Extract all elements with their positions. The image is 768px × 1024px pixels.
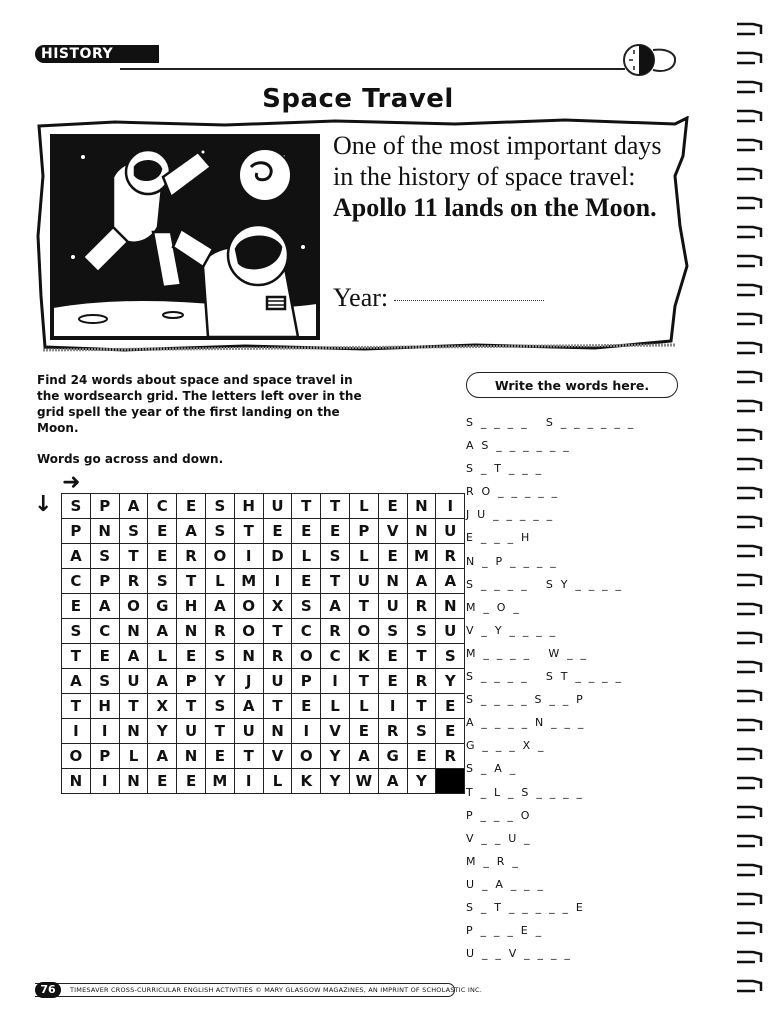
grid-cell[interactable]: K [292,769,321,794]
grid-cell[interactable]: R [119,569,148,594]
grid-cell[interactable]: A [177,519,206,544]
grid-cell[interactable]: O [349,619,378,644]
astronaut-illustration [50,134,320,340]
grid-cell[interactable]: N [407,494,436,519]
grid-cell[interactable]: A [148,744,177,769]
grid-cell[interactable]: I [292,719,321,744]
spiral-ring [737,517,761,527]
spiral-ring [737,807,761,817]
grid-row [62,569,465,594]
grid-cell[interactable]: T [177,694,206,719]
grid-cell[interactable]: E [436,719,465,744]
grid-cell[interactable]: H [234,494,263,519]
spiral-ring [737,923,761,933]
answer-line[interactable]: S _ _ _ _ S Y _ _ _ _ [466,577,624,591]
grid-cell[interactable]: T [407,694,436,719]
page-number: 76 [35,982,61,998]
answer-line[interactable]: S _ T _ _ _ [466,462,544,476]
grid-cell[interactable]: T [177,569,206,594]
grid-cell[interactable]: M [407,544,436,569]
grid-cell[interactable]: I [62,719,91,744]
grid-cell[interactable]: T [263,619,292,644]
answer-line[interactable]: S _ _ _ _ S _ _ P [466,693,585,707]
answers-header: Write the words here. [466,372,678,398]
grid-cell[interactable]: S [119,519,148,544]
answer-line[interactable]: A _ _ _ _ N _ _ _ [466,716,586,730]
grid-cell[interactable]: H [177,594,206,619]
grid-cell[interactable]: G [148,594,177,619]
grid-cell[interactable]: P [177,669,206,694]
grid-row [62,744,465,769]
spiral-ring [737,952,761,962]
answer-line[interactable]: M _ _ _ _ W _ _ [466,646,589,660]
grid-cell[interactable]: P [90,744,119,769]
grid-row [62,694,465,719]
grid-cell[interactable]: T [407,644,436,669]
spiral-ring [737,633,761,643]
grid-cell[interactable]: T [234,519,263,544]
grid-cell[interactable]: S [436,644,465,669]
grid-cell[interactable]: N [177,744,206,769]
answer-line[interactable]: M _ R _ [466,854,521,868]
grid-cell[interactable]: U [378,594,407,619]
grid-cell[interactable]: N [378,569,407,594]
grid-cell[interactable]: L [321,694,350,719]
grid-cell[interactable]: Y [407,769,436,794]
spiral-ring [737,140,761,150]
grid-cell[interactable]: T [349,594,378,619]
grid-cell[interactable]: U [263,494,292,519]
grid-cell[interactable]: T [119,544,148,569]
grid-cell[interactable]: P [90,494,119,519]
year-row [333,283,544,313]
grid-cell[interactable]: I [378,694,407,719]
grid-cell[interactable]: E [292,694,321,719]
grid-cell[interactable]: L [263,769,292,794]
grid-cell[interactable]: T [321,569,350,594]
grid-cell[interactable]: E [263,519,292,544]
grid-cell[interactable]: E [349,719,378,744]
spiral-ring [737,981,761,991]
answer-line[interactable]: J U _ _ _ _ _ [466,508,555,522]
grid-cell[interactable]: A [205,594,234,619]
grid-cell[interactable]: S [62,494,91,519]
answer-line[interactable]: S _ _ _ _ S T _ _ _ _ [466,670,624,684]
grid-cell[interactable]: A [234,694,263,719]
spiral-ring [737,227,761,237]
grid-cell[interactable]: K [349,644,378,669]
grid-cell[interactable]: P [90,569,119,594]
grid-cell[interactable]: U [119,669,148,694]
grid-cell[interactable]: E [62,594,91,619]
grid-cell[interactable]: C [321,644,350,669]
spiral-ring [737,546,761,556]
header-rule [120,68,625,70]
grid-cell[interactable]: V [321,719,350,744]
grid-cell[interactable]: N [436,594,465,619]
answer-line[interactable]: V _ Y _ _ _ _ [466,623,558,637]
spiral-ring [737,749,761,759]
grid-cell[interactable]: T [119,694,148,719]
grid-cell[interactable]: E [205,744,234,769]
spiral-ring [737,343,761,353]
question-bold: Apollo 11 lands on the Moon. [333,193,657,222]
grid-row [62,594,465,619]
grid-cell[interactable]: T [263,694,292,719]
answer-line[interactable]: U _ A _ _ _ [466,877,546,891]
spiral-ring [737,459,761,469]
arrow-down-icon: ↓ [34,492,53,517]
grid-cell[interactable]: I [321,669,350,694]
grid-cell[interactable]: A [321,594,350,619]
grid-row [62,519,465,544]
grid-cell[interactable]: O [62,744,91,769]
grid-cell[interactable]: N [90,519,119,544]
answer-line[interactable]: N _ P _ _ _ _ [466,554,558,568]
grid-cell[interactable]: E [378,644,407,669]
grid-cell[interactable]: L [349,494,378,519]
grid-cell[interactable]: N [119,769,148,794]
grid-cell[interactable]: E [378,494,407,519]
grid-cell[interactable]: A [407,569,436,594]
answer-line[interactable]: P _ _ _ O [466,808,532,822]
grid-cell[interactable]: N [119,719,148,744]
answer-line[interactable]: R O _ _ _ _ _ [466,485,560,499]
grid-cell[interactable]: L [349,544,378,569]
page-title: Space Travel [262,84,454,114]
grid-cell[interactable]: T [349,669,378,694]
grid-cell[interactable]: R [205,619,234,644]
grid-cell[interactable]: A [62,669,91,694]
grid-cell[interactable]: W [349,769,378,794]
grid-cell[interactable]: S [378,619,407,644]
grid-cell[interactable]: N [119,619,148,644]
grid-cell[interactable]: A [148,619,177,644]
grid-cell[interactable]: R [407,594,436,619]
grid-cell[interactable]: C [292,619,321,644]
grid-cell[interactable]: S [321,544,350,569]
grid-cell[interactable]: E [148,519,177,544]
answer-line[interactable]: G _ _ _ X _ [466,739,546,753]
grid-cell[interactable]: S [148,569,177,594]
grid-cell[interactable]: O [292,744,321,769]
spiral-ring [737,111,761,121]
spiral-ring [737,285,761,295]
spiral-ring [737,24,761,34]
grid-cell[interactable]: D [263,544,292,569]
year-label: Year: [333,283,389,312]
grid-cell[interactable]: T [234,744,263,769]
grid-cell[interactable]: O [234,594,263,619]
grid-cell[interactable]: A [119,494,148,519]
grid-cell[interactable]: R [321,619,350,644]
year-answer-line[interactable] [394,299,544,301]
answer-line[interactable]: V _ _ U _ [466,831,532,845]
grid-cell[interactable]: J [234,669,263,694]
spiral-ring [737,778,761,788]
grid-cell[interactable]: I [90,719,119,744]
grid-cell[interactable]: I [436,494,465,519]
grid-cell[interactable]: Y [205,669,234,694]
grid-cell[interactable]: N [177,619,206,644]
grid-cell[interactable]: A [148,669,177,694]
grid-row [62,719,465,744]
grid-cell[interactable]: C [90,619,119,644]
spiral-ring [737,865,761,875]
section-tab: HISTORY [35,45,159,63]
grid-cell[interactable]: A [119,644,148,669]
answer-line[interactable]: M _ O _ [466,600,522,614]
spiral-ring [737,53,761,63]
answer-line[interactable]: A S _ _ _ _ _ _ [466,439,571,453]
answer-line[interactable]: S _ _ _ _ S _ _ _ _ _ _ [466,416,636,429]
grid-cell[interactable]: O [234,619,263,644]
grid-cell[interactable]: U [234,719,263,744]
grid-cell[interactable]: X [148,694,177,719]
grid-cell[interactable]: R [177,544,206,569]
spiral-ring [737,575,761,585]
grid-cell[interactable]: E [177,494,206,519]
grid-cell[interactable]: U [349,569,378,594]
grid-cell[interactable]: E [321,519,350,544]
spiral-binding [735,18,768,1008]
grid-cell[interactable]: I [90,769,119,794]
answer-line[interactable]: U _ _ V _ _ _ _ [466,947,573,961]
grid-cell[interactable]: E [292,569,321,594]
spiral-ring [737,430,761,440]
spiral-ring [737,691,761,701]
grid-cell[interactable]: S [205,694,234,719]
spiral-ring [737,169,761,179]
grid-cell[interactable]: T [292,494,321,519]
question-plain: One of the most important days in the history of space travel: [333,131,662,191]
grid-cell[interactable]: S [90,544,119,569]
arrow-right-icon: ➜ [62,470,81,495]
grid-cell[interactable]: A [436,569,465,594]
grid-cell[interactable]: U [436,619,465,644]
grid-cell[interactable]: R [407,669,436,694]
grid-cell[interactable]: A [349,744,378,769]
grid-cell[interactable]: R [436,744,465,769]
grid-cell[interactable]: R [263,644,292,669]
spiral-ring [737,82,761,92]
grid-row [62,669,465,694]
grid-cell[interactable]: S [62,619,91,644]
grid-row [62,544,465,569]
grid-cell[interactable]: Y [436,669,465,694]
grid-cell[interactable]: A [62,544,91,569]
clock-icon [612,40,682,80]
grid-cell[interactable]: T [321,494,350,519]
grid-cell[interactable]: Y [148,719,177,744]
grid-cell[interactable]: G [378,744,407,769]
grid-cell[interactable]: H [90,694,119,719]
grid-cell[interactable]: S [407,619,436,644]
grid-cell[interactable]: T [62,644,91,669]
grid-cell[interactable]: N [62,769,91,794]
grid-cell[interactable]: E [378,669,407,694]
spiral-ring [737,488,761,498]
grid-cell[interactable]: L [349,694,378,719]
grid-cell[interactable]: P [292,669,321,694]
grid-cell[interactable]: I [234,544,263,569]
grid-cell[interactable]: N [407,519,436,544]
grid-cell[interactable]: O [119,594,148,619]
grid-cell[interactable]: V [263,744,292,769]
answer-line[interactable]: T _ L _ S _ _ _ _ [466,785,585,799]
grid-row [62,494,465,519]
spiral-ring [737,894,761,904]
footer-text: TIMESAVER CROSS-CURRICULAR ENGLISH ACTIVITIES © MARY GLASGOW MAGAZINES, AN IMPRINT OF SCHOLASTIC INC. [70,986,483,994]
spiral-ring [737,314,761,324]
spiral-ring [737,720,761,730]
grid-cell[interactable]: N [263,719,292,744]
grid-cell[interactable]: U [177,719,206,744]
spiral-ring [737,604,761,614]
grid-cell[interactable]: I [234,769,263,794]
grid-cell[interactable]: O [205,544,234,569]
grid-cell[interactable]: L [292,544,321,569]
grid-cell[interactable]: L [119,744,148,769]
grid-cell[interactable]: U [436,519,465,544]
grid-row [62,619,465,644]
spiral-ring [737,836,761,846]
grid-row [62,644,465,669]
grid-cell[interactable]: E [292,519,321,544]
grid-cell[interactable]: V [378,519,407,544]
grid-cell[interactable]: E [436,694,465,719]
wordsearch-grid [61,493,465,794]
grid-cell[interactable]: T [62,694,91,719]
answer-line[interactable]: P _ _ _ E _ [466,924,544,938]
grid-cell[interactable]: L [148,644,177,669]
spiral-ring [737,401,761,411]
grid-cell[interactable]: T [205,719,234,744]
grid-cell[interactable]: M [205,769,234,794]
grid-cell[interactable]: O [292,644,321,669]
grid-cell[interactable]: M [234,569,263,594]
grid-cell[interactable]: S [205,494,234,519]
grid-cell[interactable]: C [62,569,91,594]
instructions: Find 24 words about space and space travel in the wordsearch grid. The letters left over in the grid spell the year of the first landing on the Moon. [37,373,362,435]
grid-cell[interactable]: E [148,544,177,569]
spiral-ring [737,198,761,208]
answer-line[interactable]: S _ T _ _ _ _ _ E [466,900,586,914]
grid-cell[interactable] [436,769,465,794]
grid-cell[interactable]: U [263,669,292,694]
grid-cell[interactable]: S [205,644,234,669]
answer-line[interactable]: S _ A _ [466,762,518,776]
grid-cell[interactable]: X [263,594,292,619]
spiral-ring [737,372,761,382]
grid-cell[interactable]: I [263,569,292,594]
grid-cell[interactable]: E [177,644,206,669]
grid-cell[interactable]: C [148,494,177,519]
grid-cell[interactable]: E [177,769,206,794]
grid-cell[interactable]: R [436,544,465,569]
grid-cell[interactable]: E [148,769,177,794]
grid-cell[interactable]: Y [321,769,350,794]
spiral-ring [737,256,761,266]
answer-line[interactable]: E _ _ _ H [466,531,532,545]
grid-cell[interactable]: S [292,594,321,619]
grid-cell[interactable]: E [378,544,407,569]
grid-cell[interactable]: A [378,769,407,794]
grid-cell[interactable]: R [378,719,407,744]
grid-cell[interactable]: S [90,669,119,694]
grid-cell[interactable]: E [90,644,119,669]
grid-cell[interactable]: S [407,719,436,744]
grid-cell[interactable]: P [62,519,91,544]
grid-cell[interactable]: S [205,519,234,544]
spiral-ring [737,662,761,672]
direction-note: Words go across and down. [37,452,224,466]
grid-cell[interactable]: E [407,744,436,769]
grid-cell[interactable]: A [90,594,119,619]
grid-cell[interactable]: P [349,519,378,544]
grid-cell[interactable]: Y [321,744,350,769]
answer-list [466,411,635,965]
grid-cell[interactable]: N [234,644,263,669]
grid-cell[interactable]: L [205,569,234,594]
grid-row [62,769,465,794]
question-text [333,130,673,223]
